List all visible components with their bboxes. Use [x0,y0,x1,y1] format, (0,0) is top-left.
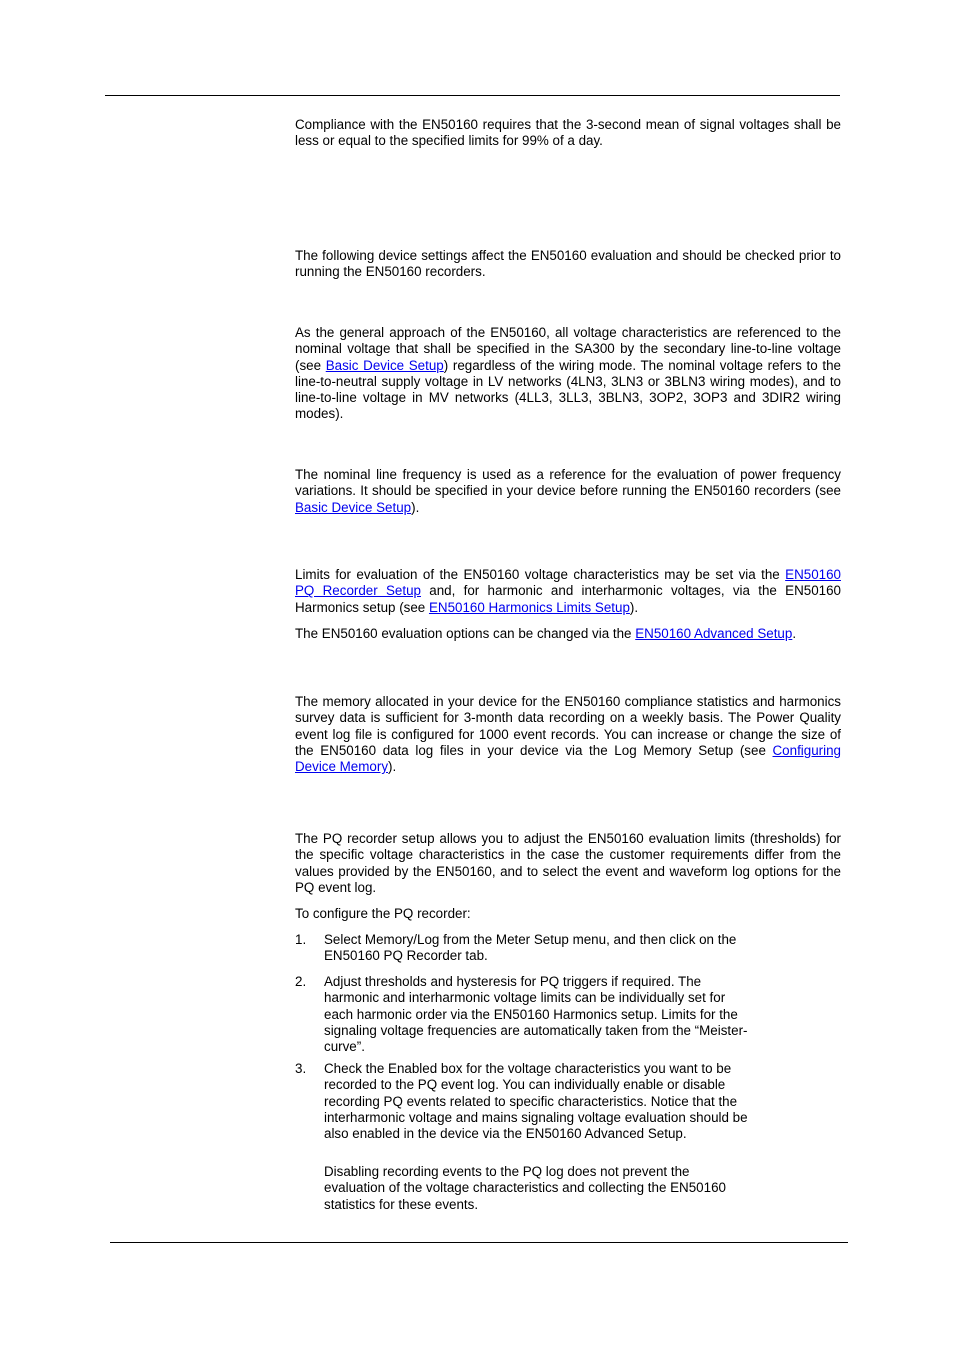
step-text: Adjust thresholds and hysteresis for PQ triggers if required. The harmonic and interharmonic voltage limits can be individually set for each harmonic order via the EN50160 Harmonics setup. Limits for the signaling voltage frequencies are automatically taken from the “Meister-curve”. [324,974,748,1055]
basic-device-setup-link[interactable]: Basic Device Setup [325,357,444,373]
configure-intro: To configure the PQ recorder: [295,906,471,921]
harmonics-limits-setup-link[interactable]: EN50160 Harmonics Limits Setup [428,599,630,615]
step-text: Select Memory/Log from the Meter Setup menu, and then click on the EN50160 PQ Recorder tab. [324,932,737,964]
footer-rule [110,1242,848,1243]
pq-recorder-setup-paragraph: The PQ recorder setup allows you to adjust the EN50160 evaluation limits (thresholds) for the specific voltage characteristics in the case the customer requirements differ from the values provided by the EN50160, and to select the event and waveform log options for the PQ event log. [295,831,841,895]
step-3 [295,1061,750,1159]
advanced-setup-link[interactable]: EN50160 Advanced Setup [635,626,793,641]
step-3-note: Disabling recording events to the PQ log does not prevent the evaluation of the voltage characteristics and collecting the EN50160 statistics for these events. [324,1164,726,1212]
limits-paragraph: Limits for evaluation of the EN50160 voltage characteristics may be set via the EN50160 PQ Recorder Setup and, for harmonic and interharmonic voltages, via the EN50160 Harmonics setup (see EN50160 Harmonics Limits Setup). [295,567,842,615]
step-number: 1. [295,932,307,947]
step-text: Check the Enabled box for the voltage characteristics you want to be recorded to the PQ event log. You can individually enable or disable recording PQ events related to specific characteristics. Notice that the interharmonic voltage and mains signaling voltage evaluation should be also enabled in the device via the EN50160 Advanced Setup. [324,1061,748,1142]
step-2 [295,974,750,1056]
step-1 [295,932,750,965]
step-number: 2. [295,974,307,989]
nominal-voltage-paragraph: As the general approach of the EN50160, all voltage characteristics are referenced to the nominal voltage that shall be specified in the SA300 by the secondary line-to-line voltage (see Basic Device Setup) regardless of the wiring mode. The nominal voltage refers to the line-to-neutral supply voltage in LV networks (4LN3, 3LN3 or 3BLN3 wiring modes), and to line-to-line voltage in MV networks (4LL3, 3LL3, 3BLN3, 3OP2, 3OP3 and 3DIR2 wiring modes). [295,325,842,422]
nominal-frequency-paragraph: The nominal line frequency is used as a reference for the evaluation of power frequency variations. It should be specified in your device before running the EN50160 recorders (see Basic Device Setup). [295,467,841,515]
evaluation-options-paragraph: The EN50160 evaluation options can be changed via the EN50160 Advanced Setup. [295,626,797,641]
pq-recorder-setup-link[interactable]: EN50160 PQ Recorder Setup [295,567,841,599]
header-rule [105,95,840,96]
device-settings-paragraph: The following device settings affect the EN50160 evaluation and should be checked prior to running the EN50160 recorders. [295,248,841,280]
configuring-device-memory-link[interactable]: Configuring Device Memory [295,742,841,775]
basic-device-setup-link-2[interactable]: Basic Device Setup [295,499,412,515]
step-number: 3. [295,1061,307,1076]
compliance-paragraph: Compliance with the EN50160 requires that the 3-second mean of signal voltages shall be less or equal to the specified limits for 99% of a day. [295,117,841,149]
memory-paragraph: The memory allocated in your device for the EN50160 compliance statistics and harmonics survey data is sufficient for 3-month data recording on a weekly basis. The Power Quality event log file is configured for 1000 event records. You can increase or change the size of the EN50160 data log files in your device via the Log Memory Setup (see Configuring Device Memory). [295,694,841,775]
